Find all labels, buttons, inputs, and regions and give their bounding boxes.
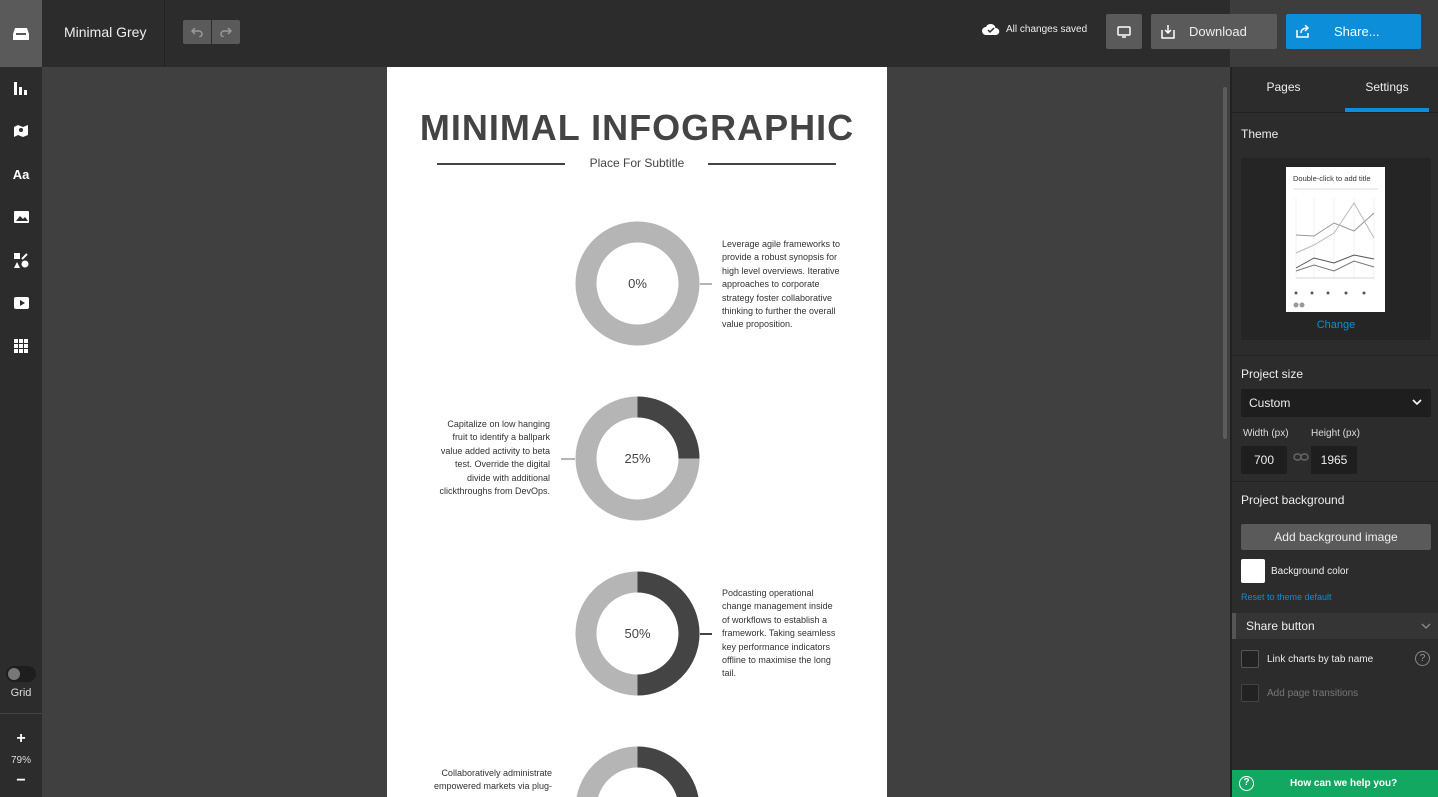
panel-divider: [1232, 355, 1438, 356]
infographic-title[interactable]: MINIMAL INFOGRAPHIC: [419, 107, 855, 148]
grid-toggle[interactable]: [6, 666, 36, 682]
share-button[interactable]: [1286, 14, 1421, 49]
background-color-label: Background color: [1271, 566, 1349, 577]
connector-line: [700, 283, 712, 285]
donut-percent-label: 25%: [624, 451, 651, 466]
image-icon: [14, 211, 29, 223]
infographic-page[interactable]: [387, 67, 887, 797]
top-bar: [42, 0, 1380, 67]
image-tool[interactable]: [0, 202, 42, 232]
project-size-select[interactable]: [1241, 389, 1431, 417]
subtitle-rule-left: [437, 163, 565, 165]
theme-preview-title: Double-click to add title: [1293, 174, 1371, 183]
chevron-down-icon: [1411, 396, 1423, 408]
charts-tool[interactable]: [0, 73, 42, 103]
save-status: [982, 23, 1087, 35]
bar-chart-icon: [14, 81, 28, 95]
shapes-icon: [14, 253, 29, 268]
item-description[interactable]: Leverage agile frameworks to provide a robust synopsis for high level overviews. Iterative approaches to corporate strategy foster collaborative thinking to further the overall value proposition.: [722, 239, 841, 330]
text-icon: Aa: [12, 166, 30, 182]
left-toolbar: [0, 0, 42, 797]
connector-line: [561, 458, 575, 460]
inbox-icon: [13, 27, 29, 41]
height-label: Height (px): [1311, 428, 1360, 439]
project-background-label: Project background: [1241, 493, 1345, 507]
donut-chart[interactable]: [575, 396, 700, 521]
home-button[interactable]: [0, 0, 42, 67]
item-description[interactable]: Collaboratively administrate empowered markets via plug-: [433, 768, 552, 792]
help-icon[interactable]: ?: [1415, 651, 1430, 666]
download-icon: [1161, 25, 1175, 39]
panel-divider: [1232, 112, 1438, 113]
tab-settings[interactable]: Settings: [1345, 67, 1429, 112]
redo-button[interactable]: [212, 20, 240, 44]
add-background-image-button[interactable]: Add background image: [1241, 524, 1431, 550]
zoom-in-button[interactable]: +: [16, 730, 26, 747]
video-icon: [14, 297, 29, 309]
donut-svg: [575, 746, 700, 797]
topbar-divider: [164, 0, 165, 67]
infographic-subtitle[interactable]: Place For Subtitle: [589, 156, 685, 170]
reset-theme-link[interactable]: Reset to theme default: [1241, 592, 1332, 602]
question-icon: ?: [1239, 776, 1254, 791]
theme-label: Theme: [1241, 127, 1279, 141]
project-size-label: Project size: [1241, 367, 1304, 381]
download-label: Download: [1189, 24, 1247, 39]
present-button[interactable]: [1106, 14, 1142, 49]
monitor-icon: [1117, 26, 1131, 38]
redo-icon: [220, 27, 232, 37]
save-status-text: All changes saved: [1006, 23, 1088, 35]
share-button-section-label: Share button: [1246, 619, 1315, 633]
zoom-out-button[interactable]: −: [16, 772, 26, 789]
download-button[interactable]: [1151, 14, 1277, 49]
width-label: Width (px): [1243, 428, 1289, 439]
donut-chart[interactable]: [575, 221, 700, 346]
toggle-knob: [8, 668, 20, 680]
tab-pages[interactable]: Pages: [1266, 80, 1301, 94]
undo-button[interactable]: [183, 20, 211, 44]
project-size-value: Custom: [1249, 396, 1291, 410]
video-tool[interactable]: [0, 288, 42, 318]
settings-panel: [1230, 67, 1438, 797]
width-input[interactable]: 700: [1241, 446, 1287, 474]
panel-divider: [1232, 481, 1438, 482]
donut-chart[interactable]: [575, 571, 700, 696]
canvas-scrollbar[interactable]: [1223, 87, 1227, 439]
undo-icon: [191, 27, 203, 37]
grid-icon: [14, 339, 28, 353]
donut-value-arc: [638, 757, 690, 797]
share-button-section[interactable]: [1232, 613, 1438, 639]
donut-percent-label: 0%: [628, 276, 647, 291]
donut-chart[interactable]: [575, 746, 700, 797]
rail-divider: [0, 713, 42, 714]
background-color-swatch[interactable]: [1241, 559, 1265, 583]
item-description[interactable]: Podcasting operational change management inside of workflows to establish a framework. Taking seamless key performance indicators offline to maximise the long tail.: [722, 588, 836, 679]
panel-tabs: [1232, 67, 1438, 112]
editor-canvas: [42, 67, 1230, 797]
subtitle-rule-right: [708, 163, 836, 165]
share-icon: [1296, 25, 1310, 38]
zoom-level: 79%: [10, 755, 31, 766]
widgets-tool[interactable]: [0, 331, 42, 361]
maps-tool[interactable]: [0, 116, 42, 146]
help-text: How can we help you?: [1290, 778, 1398, 789]
page-transitions-checkbox[interactable]: [1241, 684, 1259, 702]
change-theme-link[interactable]: Change: [1316, 319, 1356, 331]
item-description[interactable]: Capitalize on low hanging fruit to identify a ballpark value added activity to beta test. Override the digital divide with additional clickthroughs from DevOps.: [439, 419, 550, 497]
theme-preview-chart: [1286, 183, 1385, 308]
theme-thumbnail: [1286, 167, 1385, 312]
share-label: Share...: [1334, 24, 1380, 39]
project-name[interactable]: Minimal Grey: [64, 24, 147, 40]
page-transitions-label: Add page transitions: [1267, 688, 1359, 699]
link-charts-checkbox[interactable]: [1241, 650, 1259, 668]
chevron-down-icon: [1420, 620, 1432, 632]
grid-label: Grid: [10, 687, 32, 699]
theme-preview[interactable]: [1241, 158, 1431, 340]
connector-line: [700, 633, 712, 635]
link-charts-label: Link charts by tab name: [1267, 654, 1374, 665]
help-chat-bar[interactable]: [1232, 770, 1438, 797]
cloud-check-icon: [982, 23, 1000, 35]
text-tool[interactable]: [0, 159, 42, 189]
donut-percent-label: 50%: [624, 626, 651, 641]
shapes-tool[interactable]: [0, 245, 42, 275]
link-icon[interactable]: [1293, 452, 1309, 462]
height-input[interactable]: 1965: [1311, 446, 1357, 474]
map-pin-icon: [14, 124, 28, 138]
